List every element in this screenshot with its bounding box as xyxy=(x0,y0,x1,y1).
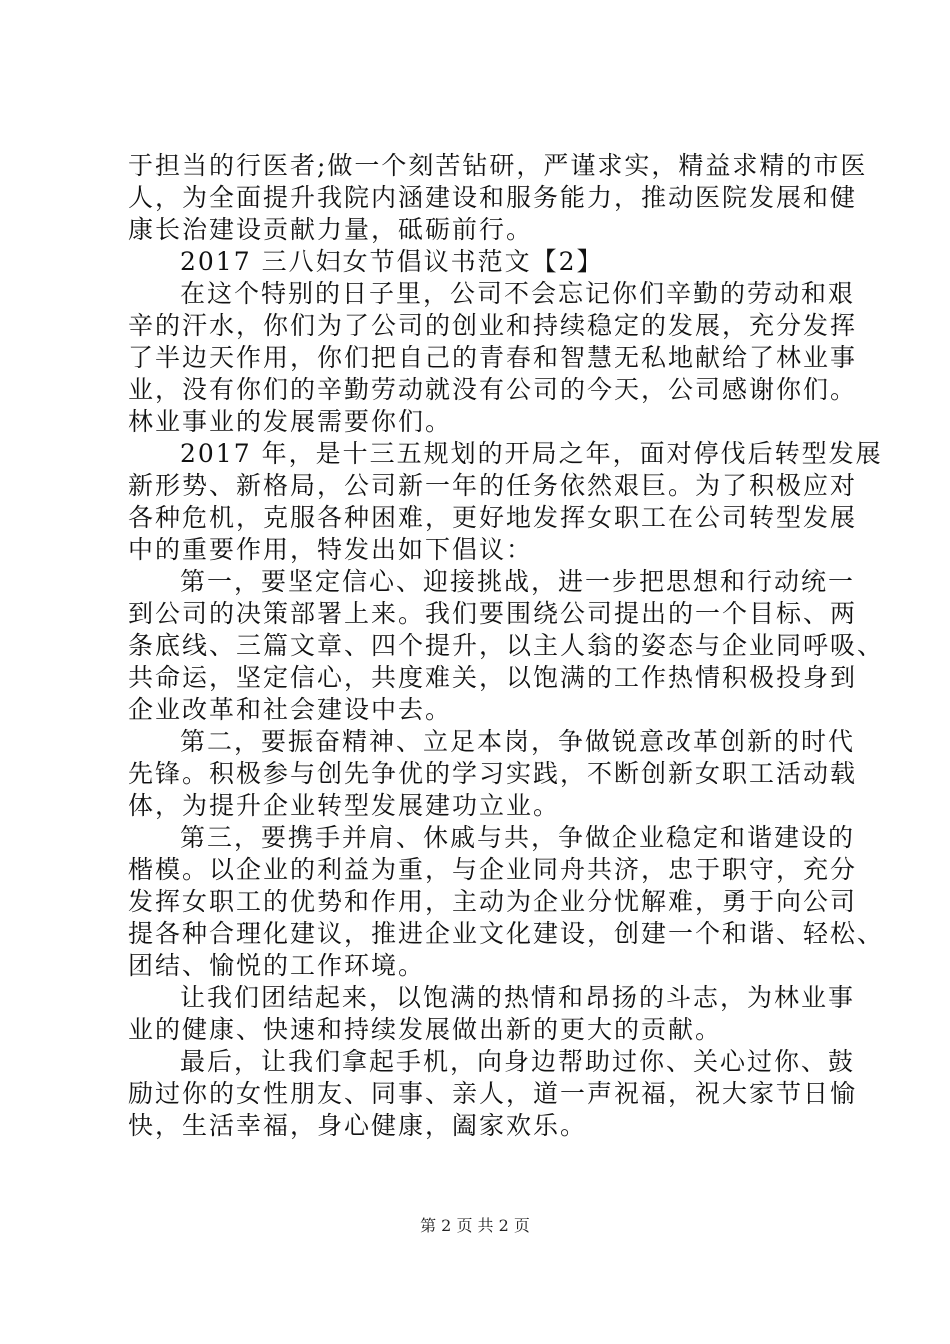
text-line: 了半边天作用，你们把自己的青春和智慧无私地献给了林业事 xyxy=(128,343,858,372)
text-line: 到公司的决策部署上来。我们要围绕公司提出的一个目标、两 xyxy=(128,599,858,628)
text-line: 企业改革和社会建设中去。 xyxy=(128,695,453,724)
page-footer: 第 2 页 共 2 页 xyxy=(420,1216,530,1235)
text-line: 第三，要携手并肩、休戚与共，争做企业稳定和谐建设的 xyxy=(180,823,856,852)
text-line: 2017 三八妇女节倡议书范文【2】 xyxy=(180,247,604,276)
text-line: 第一，要坚定信心、迎接挑战，进一步把思想和行动统一 xyxy=(180,567,856,596)
text-line: 快，生活幸福，身心健康，阖家欢乐。 xyxy=(128,1111,588,1140)
text-line: 人，为全面提升我院内涵建设和服务能力，推动医院发展和健 xyxy=(128,183,858,212)
text-line: 励过你的女性朋友、同事、亲人，道一声祝福，祝大家节日愉 xyxy=(128,1079,858,1108)
text-line: 新形势、新格局，公司新一年的任务依然艰巨。为了积极应对 xyxy=(128,471,858,500)
document-body xyxy=(128,150,885,1142)
text-line: 于担当的行医者;做一个刻苦钻研，严谨求实，精益求精的市医 xyxy=(128,151,868,180)
text-line: 先锋。积极参与创先争优的学习实践，不断创新女职工活动载 xyxy=(128,759,858,788)
text-line: 2017 年，是十三五规划的开局之年，面对停伐后转型发展 xyxy=(180,439,883,468)
text-line: 业的健康、快速和持续发展做出新的更大的贡献。 xyxy=(128,1015,723,1044)
text-line: 中的重要作用，特发出如下倡议： xyxy=(128,535,534,564)
text-line: 体，为提升企业转型发展建功立业。 xyxy=(128,791,561,820)
text-line: 业，没有你们的辛勤劳动就没有公司的今天，公司感谢你们。 xyxy=(128,375,858,404)
text-line: 提各种合理化建议，推进企业文化建设，创建一个和谐、轻松、 xyxy=(128,919,885,948)
text-line: 发挥女职工的优势和作用，主动为企业分忧解难，勇于向公司 xyxy=(128,887,858,916)
text-line: 最后，让我们拿起手机，向身边帮助过你、关心过你、鼓 xyxy=(180,1047,856,1076)
text-line: 楷模。以企业的利益为重，与企业同舟共济，忠于职守，充分 xyxy=(128,855,858,884)
text-line: 在这个特别的日子里，公司不会忘记你们辛勤的劳动和艰 xyxy=(180,279,856,308)
text-line: 辛的汗水，你们为了公司的创业和持续稳定的发展，充分发挥 xyxy=(128,311,858,340)
text-line: 林业事业的发展需要你们。 xyxy=(128,407,453,436)
text-line: 条底线、三篇文章、四个提升，以主人翁的姿态与企业同呼吸、 xyxy=(128,631,885,660)
text-line: 共命运，坚定信心，共度难关，以饱满的工作热情积极投身到 xyxy=(128,663,858,692)
text-line: 团结、愉悦的工作环境。 xyxy=(128,951,426,980)
text-line: 让我们团结起来，以饱满的热情和昂扬的斗志，为林业事 xyxy=(180,983,856,1012)
text-line: 康长治建设贡献力量，砥砺前行。 xyxy=(128,215,534,244)
text-line: 第二，要振奋精神、立足本岗，争做锐意改革创新的时代 xyxy=(180,727,856,756)
text-line: 各种危机，克服各种困难，更好地发挥女职工在公司转型发展 xyxy=(128,503,858,532)
